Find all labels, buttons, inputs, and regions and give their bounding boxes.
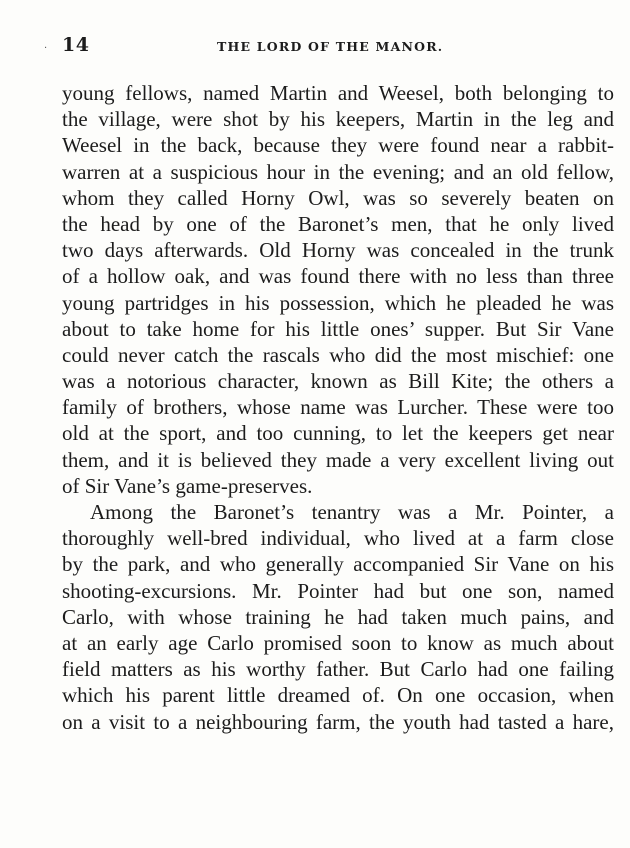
text-line: Carlo, with whose training he had taken much pains, and — [62, 604, 614, 629]
text-line: field matters as his worthy father. But Carlo had one failing — [62, 657, 614, 682]
body-text — [62, 80, 614, 735]
text-line: young fellows, named Martin and Weesel, both belonging to — [62, 81, 614, 105]
paragraph-1 — [62, 80, 614, 499]
text-line: which his parent little dreamed of. On one occasion, when — [62, 683, 614, 708]
text-line: thoroughly well-bred individual, who lived at a farm close — [62, 526, 614, 551]
text-line: old at the sport, and too cunning, to let the keepers get near — [62, 421, 614, 446]
text-line: young partridges in his possession, which he pleaded he was — [62, 290, 614, 315]
paragraph-2 — [62, 499, 614, 735]
text-line: could never catch the rascals who did the most mischief: one — [62, 342, 614, 367]
running-head: THE LORD OF THE MANOR. — [217, 39, 444, 54]
text-line: family of brothers, whose name was Lurcher. These were too — [62, 395, 614, 420]
text-line: about to take home for his little ones’ supper. But Sir Vane — [62, 316, 614, 341]
text-line: the head by one of the Baronet’s men, that he only lived — [62, 211, 614, 236]
text-line: Weesel in the back, because they were found near a rabbit- — [62, 133, 614, 158]
text-line: on a visit to a neighbouring farm, the youth had tasted a hare, — [62, 709, 614, 734]
text-line: whom they called Horny Owl, was so severely beaten on — [62, 185, 614, 210]
text-line: of Sir Vane’s game-preserves. — [62, 473, 313, 498]
text-line: two days afterwards. Old Horny was concealed in the trunk — [62, 238, 614, 263]
page-header — [0, 34, 630, 58]
text-line: at an early age Carlo promised soon to know as much about — [62, 630, 614, 655]
page-number: 14 — [62, 34, 90, 56]
text-line: was a notorious character, known as Bill Kite; the others a — [62, 369, 614, 394]
text-line: warren at a suspicious hour in the evening; and an old fellow, — [62, 159, 614, 184]
text-line: Among the Baronet’s tenantry was a Mr. Pointer, a — [90, 500, 614, 524]
text-line: shooting-excursions. Mr. Pointer had but one son, named — [62, 578, 614, 603]
text-line: them, and it is believed they made a very excellent living out — [62, 447, 614, 472]
margin-speck: . — [44, 40, 48, 51]
text-line: of a hollow oak, and was found there with no less than three — [62, 264, 614, 289]
text-line: by the park, and who generally accompanied Sir Vane on his — [62, 552, 614, 577]
text-line: the village, were shot by his keepers, Martin in the leg and — [62, 107, 614, 132]
